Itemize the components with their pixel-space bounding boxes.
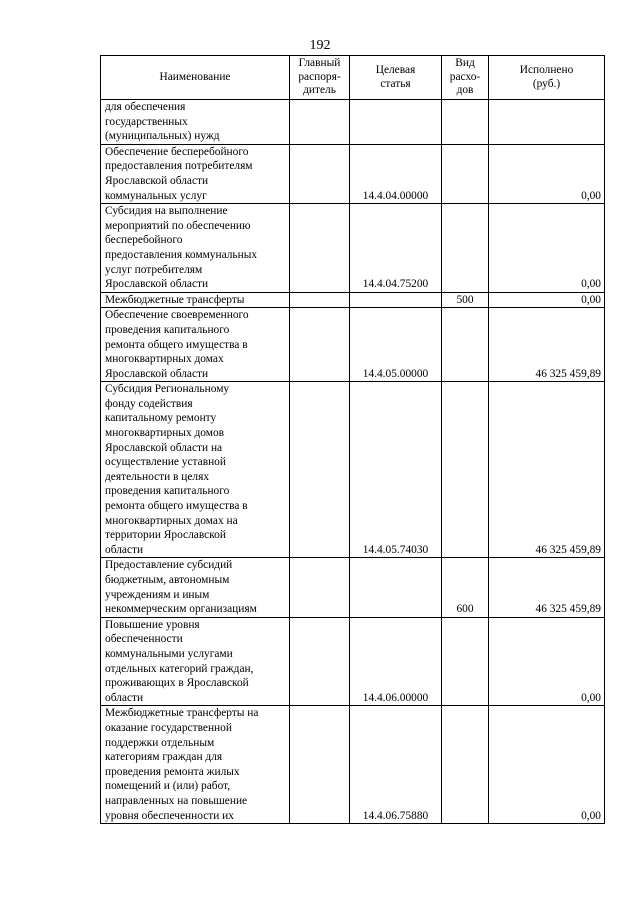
row-manager-cell: [290, 204, 350, 293]
row-amount-cell: 0,00: [489, 706, 605, 824]
row-amount-cell: 0,00: [489, 144, 605, 203]
row-manager-cell: [290, 144, 350, 203]
row-name-cell: Повышение уровня обеспеченности коммунальными услугами отдельных категорий граждан, проживающих в Ярославской области: [101, 617, 290, 706]
row-amount-cell: 0,00: [489, 617, 605, 706]
row-name-cell: Межбюджетные трансферты: [101, 292, 290, 308]
row-type-cell: [442, 144, 489, 203]
row-manager-cell: [290, 308, 350, 382]
table-row: [101, 706, 605, 824]
page-number: 192: [309, 38, 331, 53]
row-name-cell: Субсидия Региональному фонду содействия капитальному ремонту многоквартирных домов Ярославской области на осуществление уставной деятельности в целях проведения капитального ремонта общего имущества в многоквартирных домах на территории Ярославской области: [101, 382, 290, 558]
row-name-cell: для обеспечения государственных (муниципальных) нужд: [101, 100, 290, 145]
header-name: Наименование: [101, 56, 290, 100]
row-name-cell: Обеспечение бесперебойного предоставления потребителям Ярославской области коммунальных услуг: [101, 144, 290, 203]
row-article-cell: 14.4.04.75200: [350, 204, 442, 293]
row-type-cell: 600: [442, 558, 489, 617]
row-type-cell: [442, 204, 489, 293]
row-article-cell: 14.4.06.00000: [350, 617, 442, 706]
row-amount-cell: 46 325 459,89: [489, 382, 605, 558]
row-manager-cell: [290, 558, 350, 617]
row-manager-cell: [290, 617, 350, 706]
row-article-cell: 14.4.06.75880: [350, 706, 442, 824]
row-amount-cell: 0,00: [489, 292, 605, 308]
table-row: [101, 100, 605, 145]
table-row: [101, 292, 605, 308]
row-article-cell: [350, 100, 442, 145]
row-article-cell: [350, 292, 442, 308]
row-manager-cell: [290, 292, 350, 308]
row-article-cell: [350, 558, 442, 617]
row-article-cell: 14.4.04.00000: [350, 144, 442, 203]
table-row: [101, 144, 605, 203]
table-row: [101, 204, 605, 293]
row-name-cell: Предоставление субсидий бюджетным, автономным учреждениям и иным некоммерческим организациям: [101, 558, 290, 617]
table-row: [101, 308, 605, 382]
row-amount-cell: 46 325 459,89: [489, 558, 605, 617]
header-expense-type: Вид расхо- дов: [442, 56, 489, 100]
row-article-cell: 14.4.05.74030: [350, 382, 442, 558]
row-name-cell: Субсидия на выполнение мероприятий по обеспечению бесперебойного предоставления коммунальных услуг потребителям Ярославской области: [101, 204, 290, 293]
row-amount-cell: 0,00: [489, 204, 605, 293]
header-executed: Исполнено (руб.): [489, 56, 605, 100]
table-row: [101, 382, 605, 558]
row-name-cell: Обеспечение своевременного проведения капитального ремонта общего имущества в многоквартирных домах Ярославской области: [101, 308, 290, 382]
row-type-cell: [442, 382, 489, 558]
row-article-cell: 14.4.05.00000: [350, 308, 442, 382]
row-manager-cell: [290, 706, 350, 824]
row-name-cell: Межбюджетные трансферты на оказание государственной поддержки отдельным категориям граждан для проведения ремонта жилых помещений и (или) работ, направленных на повышение уровня обеспеченности их: [101, 706, 290, 824]
row-amount-cell: [489, 100, 605, 145]
table-header-row: [101, 56, 605, 100]
row-amount-cell: 46 325 459,89: [489, 308, 605, 382]
row-type-cell: [442, 100, 489, 145]
row-type-cell: [442, 308, 489, 382]
header-target-article: Целевая статья: [350, 56, 442, 100]
table-row: [101, 617, 605, 706]
row-manager-cell: [290, 100, 350, 145]
budget-table: [100, 55, 605, 824]
row-type-cell: 500: [442, 292, 489, 308]
table-row: [101, 558, 605, 617]
row-type-cell: [442, 706, 489, 824]
row-type-cell: [442, 617, 489, 706]
header-main-manager: Главный распоря- дитель: [290, 56, 350, 100]
row-manager-cell: [290, 382, 350, 558]
